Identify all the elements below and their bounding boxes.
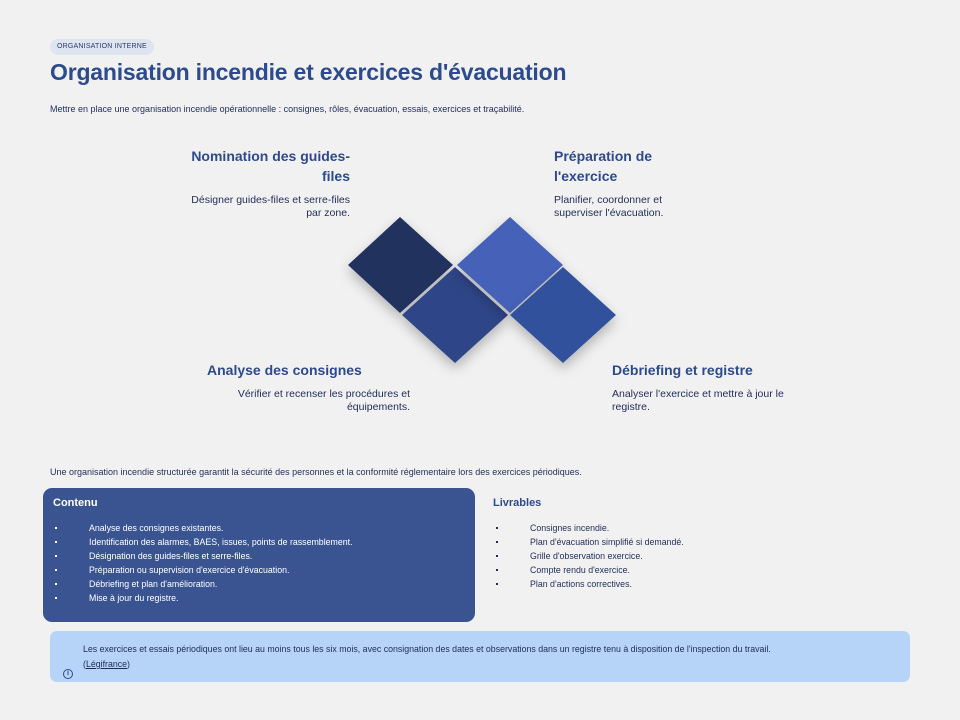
list-item: Débriefing et plan d'amélioration. <box>55 577 353 591</box>
step-preparation-text: Planifier, coordonner et superviser l'évacuation. <box>554 194 664 219</box>
page-title: Organisation incendie et exercices d'évacuation <box>50 59 567 85</box>
step-preparation-title: Préparation de l'exercice <box>554 148 653 184</box>
list-item: Consignes incendie. <box>496 521 684 535</box>
summary-text: Une organisation incendie structurée garantit la sécurité des personnes et la conformité réglementaire lors des exercices périodiques. <box>50 467 582 477</box>
step-nomination-text: Désigner guides-files et serre-files par zone. <box>191 194 350 219</box>
list-item: Analyse des consignes existantes. <box>55 521 353 535</box>
step-debriefing-title: Débriefing et registre <box>612 362 753 378</box>
list-item: Plan d'évacuation simplifié si demandé. <box>496 535 684 549</box>
livrables-list <box>496 521 684 591</box>
livrables-panel <box>484 488 904 622</box>
note-body: Les exercices et essais périodiques ont lieu au moins tous les six mois, avec consignation des dates et observations dans un registre tenu à disposition de l'inspection du travail. <box>83 644 771 654</box>
process-diamonds <box>340 205 630 380</box>
list-item: Identification des alarmes, BAES, issues, points de rassemblement. <box>55 535 353 549</box>
list-item: Désignation des guides-files et serre-files. <box>55 549 353 563</box>
info-icon: i <box>63 669 73 679</box>
info-note <box>50 631 910 682</box>
legifrance-link[interactable]: Légifrance <box>85 659 128 669</box>
list-item: Mise à jour du registre. <box>55 591 353 605</box>
step-debriefing <box>612 360 787 414</box>
note-text: Les exercices et essais périodiques ont lieu au moins tous les six mois, avec consignation des dates et observations dans un registre tenu à disposition de l'inspection du travail. (Légifrance) <box>83 644 771 669</box>
step-nomination-title: Nomination des guides-files <box>191 148 350 184</box>
step-analyse-text: Vérifier et recenser les procédures et équipements. <box>237 388 410 413</box>
livrables-title: Livrables <box>493 497 542 509</box>
page-subtitle: Mettre en place une organisation incendie opérationnelle : consignes, rôles, évacuation, essais, exercices et traçabilité. <box>50 104 525 114</box>
list-item: Grille d'observation exercice. <box>496 549 684 563</box>
list-item: Préparation ou supervision d'exercice d'évacuation. <box>55 563 353 577</box>
contenu-panel <box>43 488 475 622</box>
step-analyse-title: Analyse des consignes <box>207 362 362 378</box>
step-nomination <box>175 146 350 220</box>
contenu-title: Contenu <box>53 497 98 509</box>
section-badge: ORGANISATION INTERNE <box>50 39 154 55</box>
step-debriefing-text: Analyser l'exercice et mettre à jour le registre. <box>612 388 784 413</box>
list-item: Compte rendu d'exercice. <box>496 563 684 577</box>
list-item: Plan d'actions correctives. <box>496 577 684 591</box>
contenu-list <box>55 521 353 605</box>
